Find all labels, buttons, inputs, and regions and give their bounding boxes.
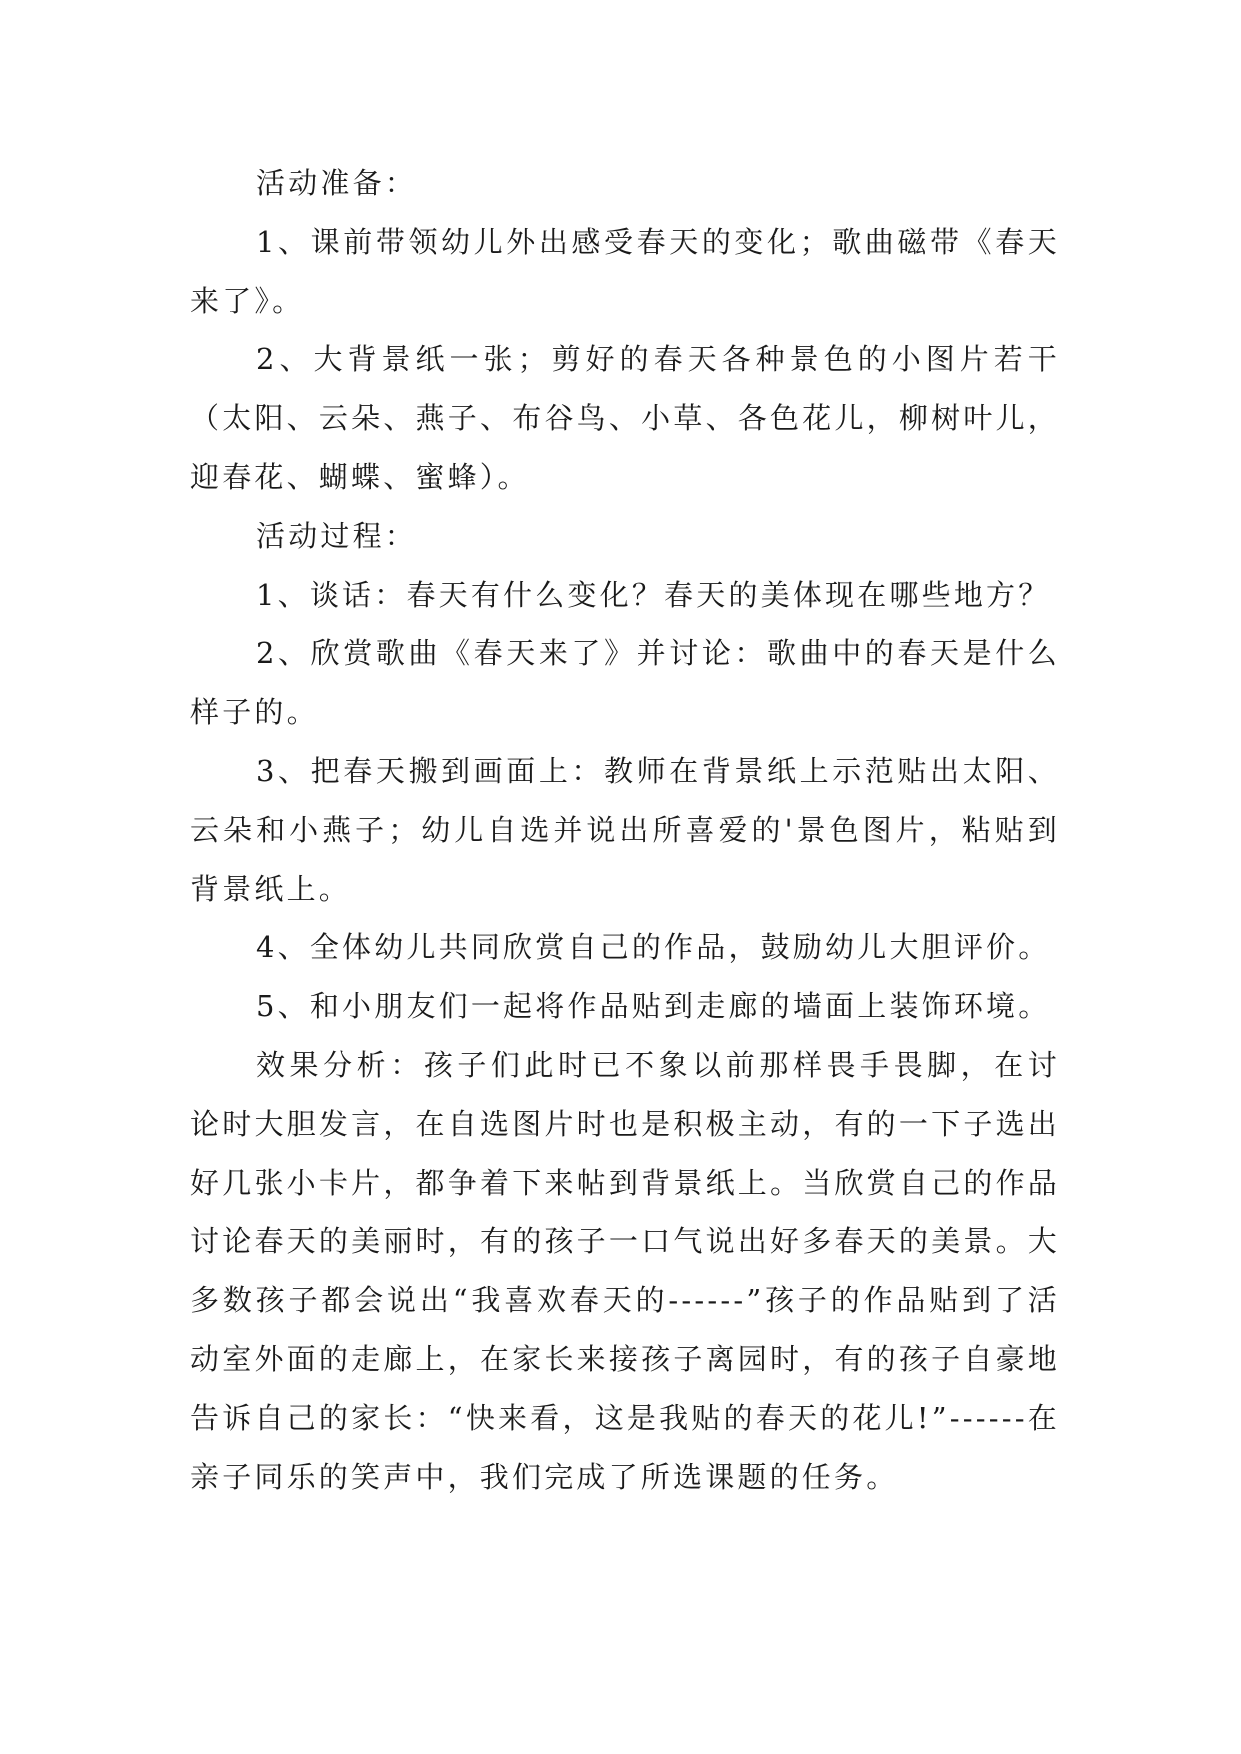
document-body — [190, 154, 1060, 1506]
process-step-1: 1、谈话：春天有什么变化？春天的美体现在哪些地方？ — [256, 577, 1051, 612]
heading-activity-process: 活动过程： — [256, 518, 418, 553]
effect-analysis: 效果分析：孩子们此时已不象以前那样畏手畏脚，在讨论时大胆发言，在自选图片时也是积极主动，有的一下子选出好几张小卡片，都争着下来帖到背景纸上。当欣赏自己的作品讨论春天的美丽时，有的孩子一口气说出好多春天的美景。大多数孩子都会说出“我喜欢春天的------”孩子的作品贴到了活动室外面的走廊上，在家长来接孩子离园时，有的孩子自豪地告诉自己的家长：“快来看，这是我贴的春天的花儿!”------在亲子同乐的笑声中，我们完成了所选课题的任务。 — [190, 1047, 1060, 1494]
process-step-2: 2、欣赏歌曲《春天来了》并讨论：歌曲中的春天是什么样子的。 — [190, 636, 1060, 730]
preparation-item-1: 1、课前带领幼儿外出感受春天的变化；歌曲磁带《春天来了》。 — [190, 224, 1060, 318]
process-step-4: 4、全体幼儿共同欣赏自己的作品，鼓励幼儿大胆评价。 — [256, 930, 1051, 965]
preparation-item-2: 2、大背景纸一张；剪好的春天各种景色的小图片若干（太阳、云朵、燕子、布谷鸟、小草、各色花儿，柳树叶儿，迎春花、蝴蝶、蜜蜂）。 — [190, 342, 1060, 494]
process-step-3: 3、把春天搬到画面上：教师在背景纸上示范贴出太阳、云朵和小燕子；幼儿自选并说出所喜爱的'景色图片，粘贴到背景纸上。 — [190, 753, 1060, 906]
process-step-5: 5、和小朋友们一起将作品贴到走廊的墙面上装饰环境。 — [256, 989, 1051, 1024]
heading-activity-preparation: 活动准备： — [256, 166, 418, 200]
